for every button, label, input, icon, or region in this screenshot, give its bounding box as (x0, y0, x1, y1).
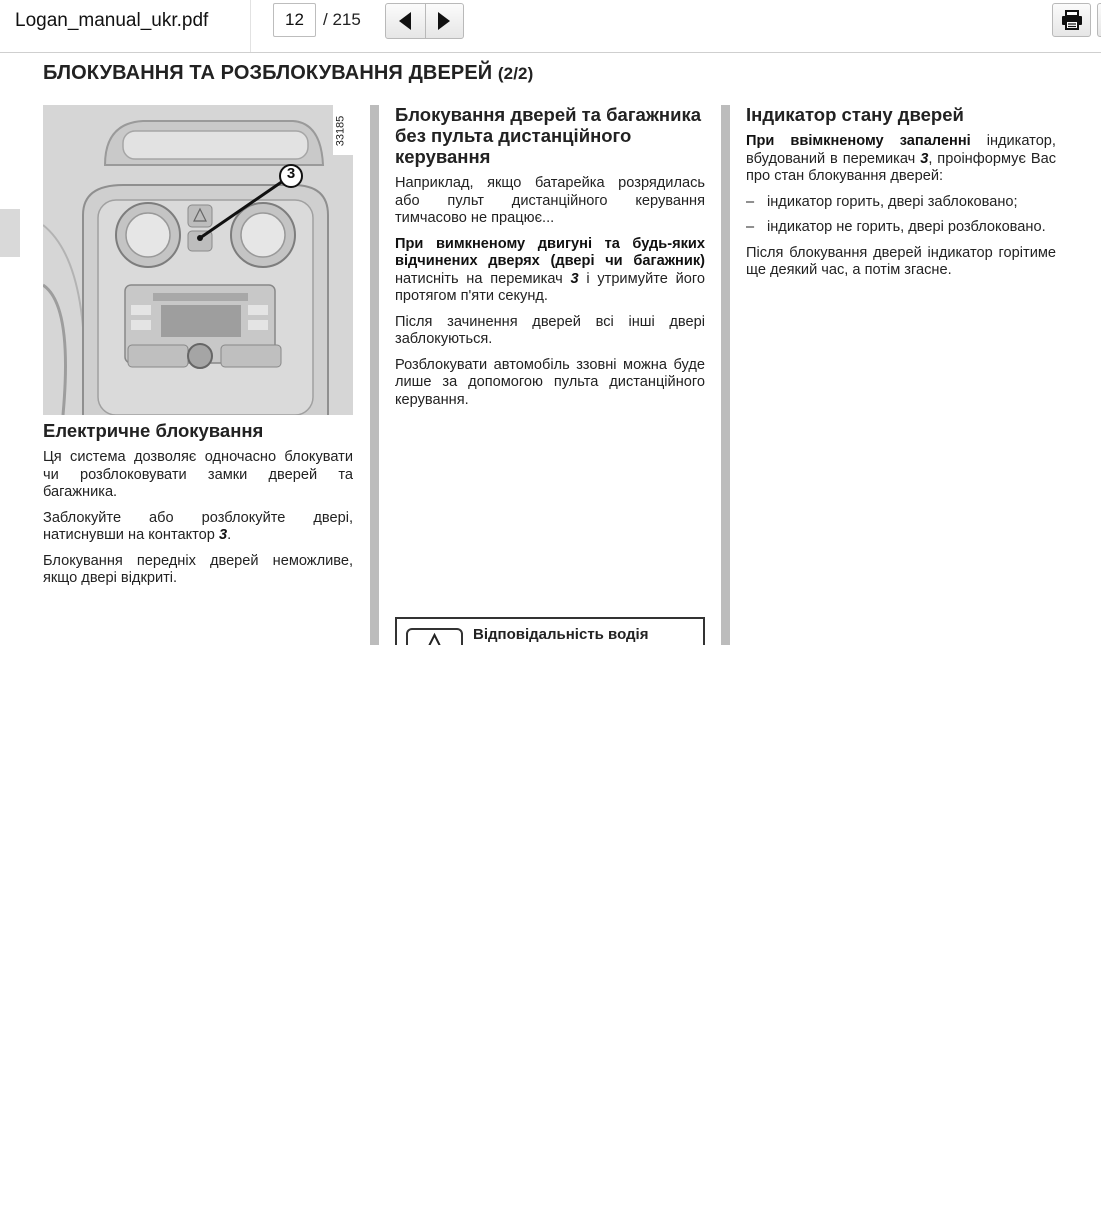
list-item (746, 219, 1056, 237)
page-nav-group (385, 3, 464, 39)
paragraph-text: Заблокуйте або розблокуйте двері, натиснувши на контактор (43, 509, 353, 543)
section-heading-door-status-indicator: Індикатор стану дверей (746, 104, 964, 125)
column-door-status-indicator (746, 104, 1056, 288)
previous-page-button[interactable] (386, 4, 425, 38)
unrendered-area (0, 645, 1101, 1210)
print-button[interactable] (1052, 3, 1091, 37)
figure-callout-number: 3 (286, 165, 296, 182)
paragraph: Блокування передніх дверей неможливе, якщо двері відкриті. (43, 552, 353, 586)
dashboard-illustration (43, 105, 353, 415)
column-divider (721, 105, 730, 645)
sidebar-toggle-tab[interactable] (0, 209, 20, 257)
bullet-dash: – (746, 193, 755, 210)
page-number-input[interactable] (273, 3, 316, 37)
switch-reference: 3 (920, 150, 929, 167)
paragraph: Розблокувати автомобіль ззовні можна буде лише за допомогою пульта дистанційного керування. (395, 356, 705, 408)
paragraph: Після зачинення дверей всі інші двері заблокуються. (395, 313, 705, 347)
page-title-text: БЛОКУВАННЯ ТА РОЗБЛОКУВАННЯ ДВЕРЕЙ (43, 62, 493, 84)
page-title-suffix: (2/2) (497, 64, 534, 83)
paragraph-text: . (227, 527, 232, 543)
triangle-left-icon (399, 12, 411, 30)
section-heading-locking-without-remote: Блокування дверей та багажника без пульта дистанційного керування (395, 104, 702, 167)
next-page-button[interactable] (425, 4, 464, 38)
bold-text: При вимкненому двигуні та будь-яких відчинених дверях (двері чи багажник) (395, 235, 705, 269)
paragraph: Після блокування дверей індикатор горітиме ще деякий час, а потім згасне. (746, 244, 1056, 278)
triangle-right-icon (438, 12, 450, 30)
bullet-dash: – (746, 219, 755, 235)
paragraph: Наприклад, якщо батарейка розрядилась або пульт дистанційного керування тимчасово не працює... (395, 175, 705, 226)
paragraph-text: натисніть на перемикач (395, 270, 571, 287)
paragraph-text: і утримуйте його протягом п'яти секунд. (395, 270, 705, 304)
paragraph (395, 236, 705, 306)
page-total: / 215 (323, 10, 361, 29)
list-item (746, 194, 1056, 212)
paragraph-text: , проінформує Вас про стан блокування дверей: (746, 150, 1056, 184)
list-item-text: індикатор не горить, двері розблоковано. (767, 219, 1046, 235)
document-filename: Logan_manual_ukr.pdf (15, 10, 209, 31)
paragraph (746, 133, 1056, 186)
column-electric-locking (43, 420, 353, 596)
paragraph (43, 510, 353, 545)
pdf-toolbar (0, 0, 1101, 53)
more-button[interactable] (1097, 3, 1101, 37)
dashboard-figure (43, 105, 353, 415)
warning-icon (406, 628, 463, 645)
bold-text: При ввімкненому запаленні (746, 133, 971, 149)
switch-reference: 3 (570, 270, 579, 287)
printer-icon (1061, 10, 1083, 30)
figure-code: 33185 (334, 115, 347, 147)
warning-box (395, 617, 705, 645)
page-title (43, 62, 533, 85)
list-item-text: індикатор горить, двері заблоковано; (767, 193, 1018, 210)
column-divider (370, 105, 379, 645)
toolbar-separator (250, 0, 251, 52)
switch-reference: 3 (218, 527, 228, 543)
column-locking-without-remote (395, 104, 705, 417)
warning-title: Відповідальність водія (473, 626, 649, 643)
paragraph: Ця система дозволяє одночасно блокувати чи розблоковувати замки дверей та багажника. (43, 449, 353, 500)
section-heading-electric-locking: Електричне блокування (43, 420, 264, 441)
paragraph-text: індикатор, вбудований в перемикач (746, 133, 1056, 167)
